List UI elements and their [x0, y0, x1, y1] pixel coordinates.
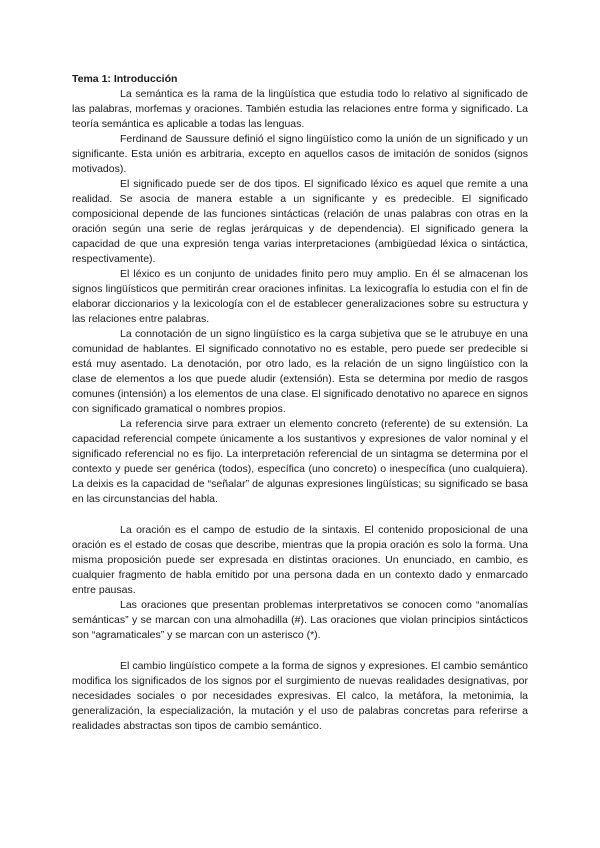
paragraph: El léxico es un conjunto de unidades finito pero muy amplio. En él se almacenan los signos lingüísticos que permitirán crear oraciones infinitas. La lexicografía lo estudia con el fin de elaborar diccionarios y la lexicología con el de establecer generalizaciones sobre su estructura y las relaciones entre palabras.: [72, 268, 528, 325]
document-page: [72, 72, 528, 734]
paragraph: La semántica es la rama de la lingüística que estudia todo lo relativo al significado de las palabras, morfemas y oraciones. También estudia las relaciones entre forma y significado. La teoría semántica es aplicable a todas las lenguas.: [72, 88, 528, 130]
paragraph: El significado puede ser de dos tipos. El significado léxico es aquel que remite a una realidad. Se asocia de manera estable a un significante y es predecible. El significado composicional depende de las funciones sintácticas (relación de unas palabras con otras en la oración según una serie de reglas jerárquicas y de dependencia). El significado genera la capacidad de que una expresión tenga varias interpretaciones (ambigüedad léxica o sintáctica, respectivamente).: [72, 178, 528, 265]
section-spacer: [72, 507, 528, 523]
section-spacer: [72, 643, 528, 659]
paragraph: La oración es el campo de estudio de la sintaxis. El contenido proposicional de una oración es el estado de cosas que describe, mientras que la propia oración es solo la forma. Una misma proposición puede ser expresada en distintas oraciones. Un enunciado, en cambio, es cualquier fragmento de habla emitido por una persona dada en un contexto dado y enmarcado entre pausas.: [72, 524, 528, 596]
document-title: Tema 1: Introducción: [72, 73, 178, 85]
paragraph: La referencia sirve para extraer un elemento concreto (referente) de su extensión. La capacidad referencial compete únicamente a los sustantivos y expresiones de valor nominal y el significado referencial no es fijo. La interpretación referencial de un sintagma se determina por el contexto y puede ser genérica (todos), específica (uno concreto) o inespecífica (uno cualquiera). La deixis es la capacidad de “señalar” de algunas expresiones lingüísticas; su significado se basa en las circunstancias del habla.: [72, 418, 528, 505]
paragraph: Las oraciones que presentan problemas interpretativos se conocen como “anomalías semánticas” y se marcan con una almohadilla (#). Las oraciones que violan principios sintácticos son “agramaticales” y se marcan con un asterisco (*).: [72, 599, 528, 641]
paragraph: Ferdinand de Saussure definió el signo lingüístico como la unión de un significado y un significante. Esta unión es arbitraria, excepto en aquellos casos de imitación de sonidos (signos motivados).: [72, 133, 528, 175]
paragraph: El cambio lingüístico compete a la forma de signos y expresiones. El cambio semántico modifica los significados de los signos por el surgimiento de nuevas realidades designativas, por necesidades sociales o por necesidades expresivas. El calco, la metáfora, la metonimia, la generalización, la especialización, la mutación y el uso de palabras concretas para referirse a realidades abstractas son tipos de cambio semántico.: [72, 660, 528, 732]
paragraph: La connotación de un signo lingüístico es la carga subjetiva que se le atrubuye en una comunidad de hablantes. El significado connotativo no es estable, pero puede ser predecible si está muy asentado. La denotación, por otro lado, es la relación de un signo lingüístico con la clase de elementos a los que puede aludir (extensión). Esta se determina por medio de rasgos comunes (intensión) a los elementos de una clase. El significado denotativo no aparece en signos con significado gramatical o nombres propios.: [72, 328, 528, 415]
